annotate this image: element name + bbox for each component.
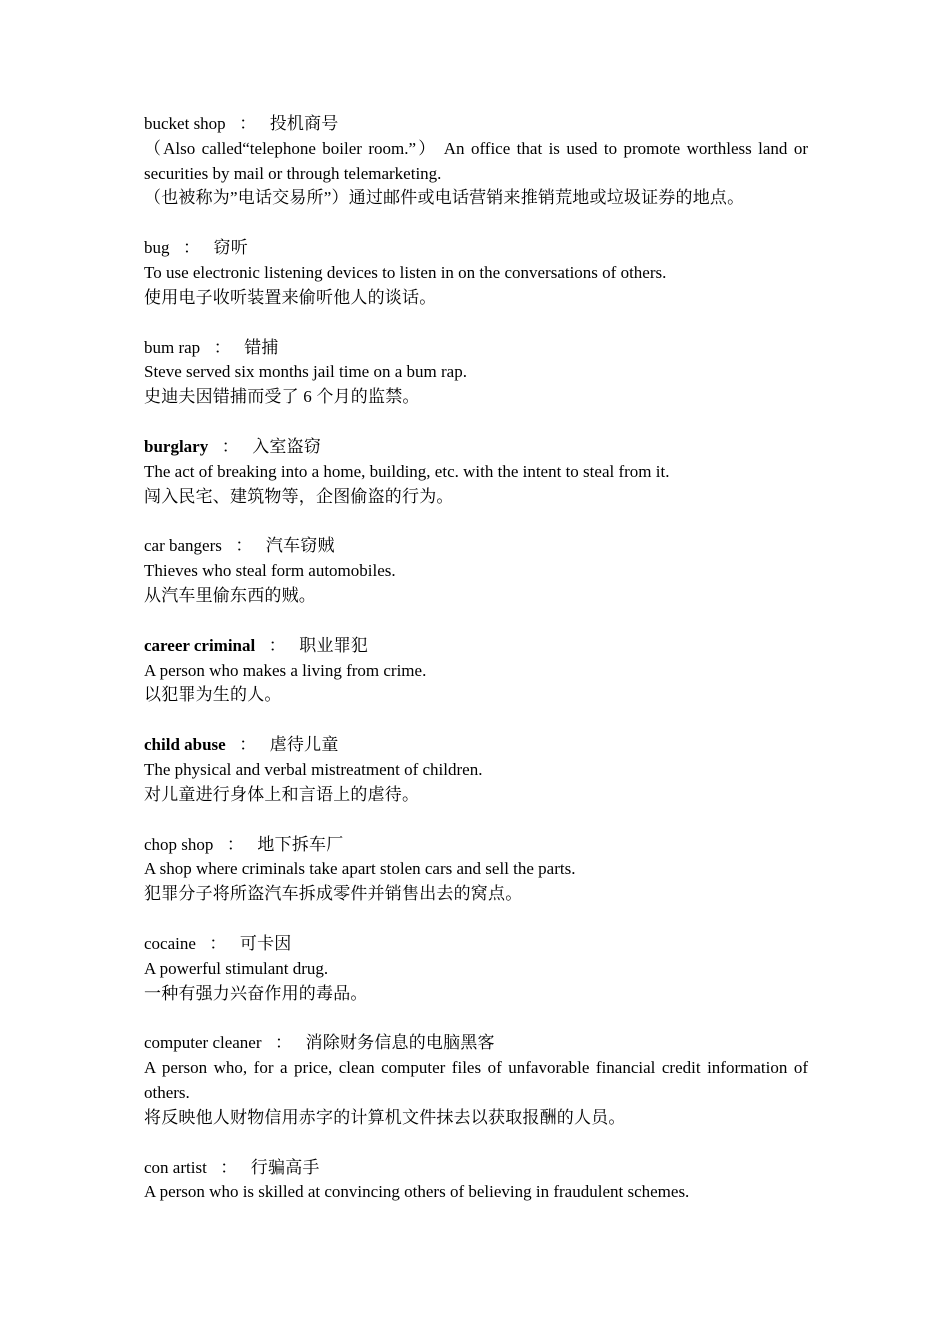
entry-term: child abuse [144, 735, 226, 755]
entry-chinese-term: 职业罪犯 [299, 635, 369, 655]
glossary-entry-con-artist [144, 1156, 808, 1206]
entry-chinese-term: 入室盗窃 [252, 436, 322, 456]
entry-definition: Steve served six months jail time on a bum rap. [144, 362, 467, 382]
glossary-entry-career-criminal [144, 634, 808, 708]
entry-translation: 史迪夫因错捕而受了 6 个月的监禁。 [144, 387, 420, 407]
entry-translation: 使用电子收听装置来偷听他人的谈话。 [144, 287, 437, 307]
entry-definition: To use electronic listening devices to listen in on the conversations of others. [144, 262, 667, 282]
entry-separator: ： [220, 1157, 238, 1177]
glossary-entry-child-abuse [144, 733, 808, 807]
entry-separator: ： [209, 933, 227, 953]
entry-term: con artist [144, 1157, 207, 1177]
glossary-entry-bum-rap [144, 336, 808, 410]
entry-term: bucket shop [144, 114, 226, 133]
entry-definition: A person who, for a price, clean computer files of unfavorable financial credit information of others. [144, 1058, 808, 1102]
entry-heading [144, 112, 808, 137]
document-page [144, 112, 808, 1230]
entry-term: computer cleaner [144, 1033, 262, 1053]
glossary-entry-bucket-shop [144, 112, 808, 211]
entry-heading [144, 1031, 808, 1056]
entry-term: career criminal [144, 635, 256, 655]
glossary-entry-car-bangers [144, 534, 808, 608]
entry-separator: ： [235, 536, 253, 556]
entry-definition: （Also called“telephone boiler room.”） An office that is used to promote worthless land or securities by mail or through telemarketing. [144, 138, 808, 183]
entry-heading [144, 435, 808, 460]
entry-separator: ： [226, 834, 244, 854]
entry-heading [144, 634, 808, 659]
entry-heading [144, 236, 808, 261]
entry-chinese-term: 错捕 [244, 337, 279, 357]
entry-translation: 对儿童进行身体上和言语上的虐待。 [144, 784, 420, 804]
entry-term: cocaine [144, 933, 196, 953]
entry-separator: ： [183, 238, 200, 258]
entry-separator: ： [268, 635, 286, 655]
entry-chinese-term: 窃听 [213, 238, 248, 258]
glossary-entry-burglary [144, 435, 808, 509]
entry-chinese-term: 可卡因 [239, 933, 292, 953]
entry-definition: A person who is skilled at convincing others of believing in fraudulent schemes. [144, 1182, 690, 1202]
entry-separator: ： [275, 1033, 293, 1053]
entry-translation: 犯罪分子将所盗汽车拆成零件并销售出去的窝点。 [144, 884, 523, 904]
entry-heading [144, 534, 808, 559]
glossary-entry-computer-cleaner [144, 1031, 808, 1130]
entry-heading [144, 733, 808, 758]
entry-separator: ： [239, 114, 257, 133]
entry-translation: （也被称为”电话交易所”）通过邮件或电话营销来推销荒地或垃圾证券的地点。 [144, 188, 745, 208]
entry-chinese-term: 汽车窃贼 [265, 536, 335, 556]
entry-chinese-term: 消除财务信息的电脑黑客 [305, 1033, 495, 1053]
entry-definition: A shop where criminals take apart stolen cars and sell the parts. [144, 859, 576, 879]
glossary-entry-cocaine [144, 932, 808, 1006]
entry-definition: The act of breaking into a home, building, etc. with the intent to steal from it. [144, 461, 670, 481]
entry-heading [144, 833, 808, 858]
entry-heading [144, 336, 808, 361]
entry-definition: A person who makes a living from crime. [144, 660, 427, 680]
entry-translation: 从汽车里偷东西的贼。 [144, 585, 316, 605]
entry-separator: ： [221, 436, 239, 456]
glossary-entry-chop-shop [144, 833, 808, 907]
entry-definition: A powerful stimulant drug. [144, 958, 329, 978]
entry-chinese-term: 虐待儿童 [269, 735, 339, 755]
entry-term: car bangers [144, 536, 222, 556]
entry-translation: 将反映他人财物信用赤字的计算机文件抹去以获取报酬的人员。 [144, 1107, 626, 1127]
entry-definition: The physical and verbal mistreatment of children. [144, 759, 483, 779]
entry-separator: ： [213, 337, 231, 357]
entry-heading [144, 1156, 808, 1181]
entry-term: bum rap [144, 337, 201, 357]
entry-heading [144, 932, 808, 957]
entry-chinese-term: 投机商号 [269, 114, 339, 133]
entry-chinese-term: 行骗高手 [250, 1157, 320, 1177]
entry-translation: 一种有强力兴奋作用的毒品。 [144, 983, 368, 1003]
entry-definition: Thieves who steal form automobiles. [144, 561, 396, 581]
entry-chinese-term: 地下拆车厂 [257, 834, 344, 854]
entry-separator: ： [239, 735, 257, 755]
entry-translation: 闯入民宅、建筑物等，企图偷盗的行为。 [144, 486, 454, 506]
entry-term: burglary [144, 436, 209, 456]
glossary-entry-bug [144, 236, 808, 310]
entry-term: chop shop [144, 834, 214, 854]
entry-term: bug [144, 238, 170, 258]
entry-translation: 以犯罪为生的人。 [144, 685, 282, 705]
